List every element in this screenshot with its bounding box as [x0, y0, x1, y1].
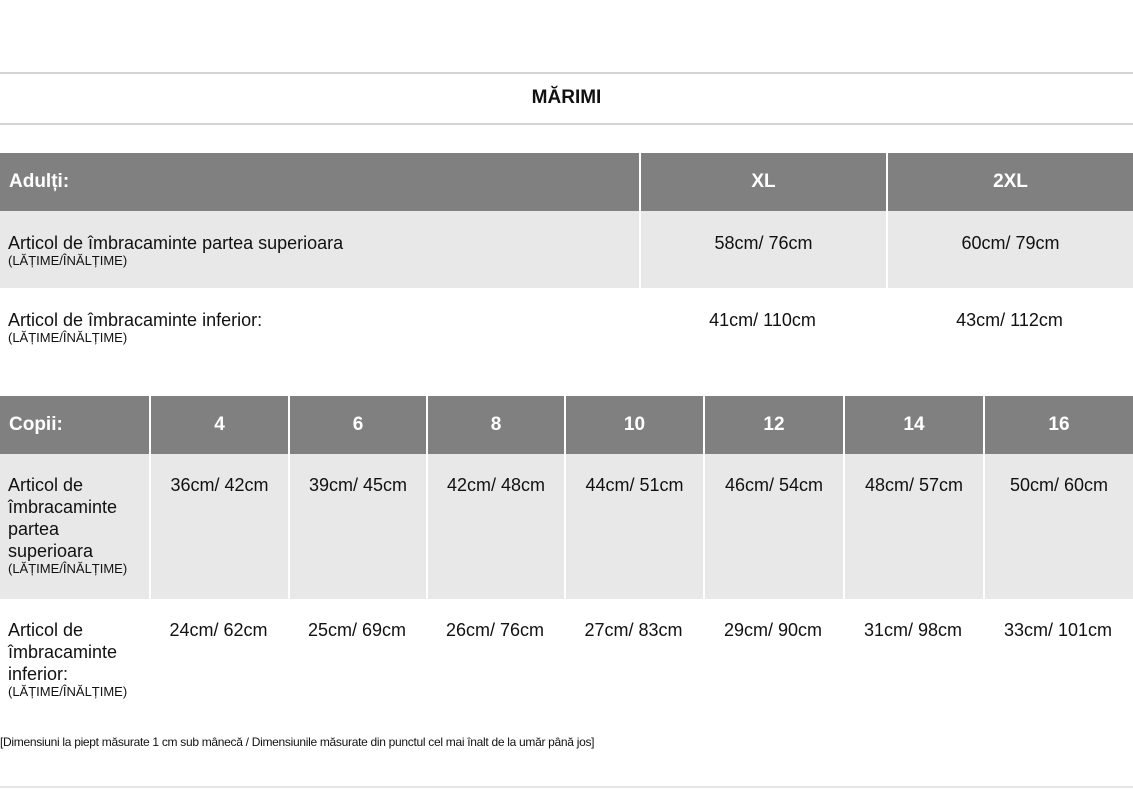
kids-size-header: 8 [426, 396, 564, 454]
kids-size-header: 6 [288, 396, 426, 454]
size-value: 25cm/ 69cm [288, 599, 426, 709]
row-label-unit: (LĂȚIME/ÎNĂLȚIME) [8, 561, 128, 576]
size-value: 29cm/ 90cm [703, 599, 843, 709]
bottom-divider [0, 786, 1133, 788]
table-row [0, 288, 1133, 365]
kids-size-header: 10 [564, 396, 703, 454]
size-value: 41cm/ 110cm [639, 288, 886, 365]
adults-header-row [0, 153, 1133, 211]
size-value: 46cm/ 54cm [703, 454, 843, 599]
adults-size-table [0, 153, 1133, 365]
kids-header-label: Copii: [0, 396, 149, 454]
row-label-unit: (LĂȚIME/ÎNĂLȚIME) [8, 253, 128, 268]
size-value: 60cm/ 79cm [886, 211, 1133, 288]
measurement-footnote: [Dimensiuni la piept măsurate 1 cm sub mânecă / Dimensiunile măsurate din punctul cel mai înalt de la umăr până jos] [0, 735, 595, 749]
page-title: MĂRIMI [531, 87, 602, 108]
size-value: 27cm/ 83cm [564, 599, 703, 709]
top-divider [0, 72, 1133, 74]
size-value: 33cm/ 101cm [983, 599, 1133, 709]
kids-size-header: 4 [149, 396, 288, 454]
adults-size-header: XL [639, 153, 886, 211]
size-value: 26cm/ 76cm [426, 599, 564, 709]
table-row [0, 599, 1133, 709]
size-value: 43cm/ 112cm [886, 288, 1133, 365]
size-value: 24cm/ 62cm [149, 599, 288, 709]
kids-size-table [0, 396, 1133, 709]
size-value: 48cm/ 57cm [843, 454, 983, 599]
adults-header-label: Adulți: [0, 153, 639, 211]
size-value: 36cm/ 42cm [149, 454, 288, 599]
row-label [0, 599, 149, 709]
kids-size-header: 14 [843, 396, 983, 454]
row-label-text: Articol de îmbracaminte inferior: [8, 310, 263, 330]
adults-size-header: 2XL [886, 153, 1133, 211]
title-divider [0, 123, 1133, 125]
row-label-text: Articol de îmbracaminte partea superioara [8, 233, 344, 253]
kids-header-row [0, 396, 1133, 454]
row-label-text: Articol de îmbracaminte partea superioara [8, 475, 118, 561]
size-value: 39cm/ 45cm [288, 454, 426, 599]
size-value: 50cm/ 60cm [983, 454, 1133, 599]
kids-size-header: 12 [703, 396, 843, 454]
size-value: 58cm/ 76cm [639, 211, 886, 288]
size-value: 44cm/ 51cm [564, 454, 703, 599]
table-row [0, 454, 1133, 599]
row-label [0, 288, 639, 365]
row-label-unit: (LĂȚIME/ÎNĂLȚIME) [8, 330, 128, 345]
size-value: 42cm/ 48cm [426, 454, 564, 599]
row-label [0, 454, 149, 599]
row-label [0, 211, 639, 288]
table-row [0, 211, 1133, 288]
row-label-unit: (LĂȚIME/ÎNĂLȚIME) [8, 684, 128, 699]
size-value: 31cm/ 98cm [843, 599, 983, 709]
row-label-text: Articol de îmbracaminte inferior: [8, 620, 118, 684]
kids-size-header: 16 [983, 396, 1133, 454]
